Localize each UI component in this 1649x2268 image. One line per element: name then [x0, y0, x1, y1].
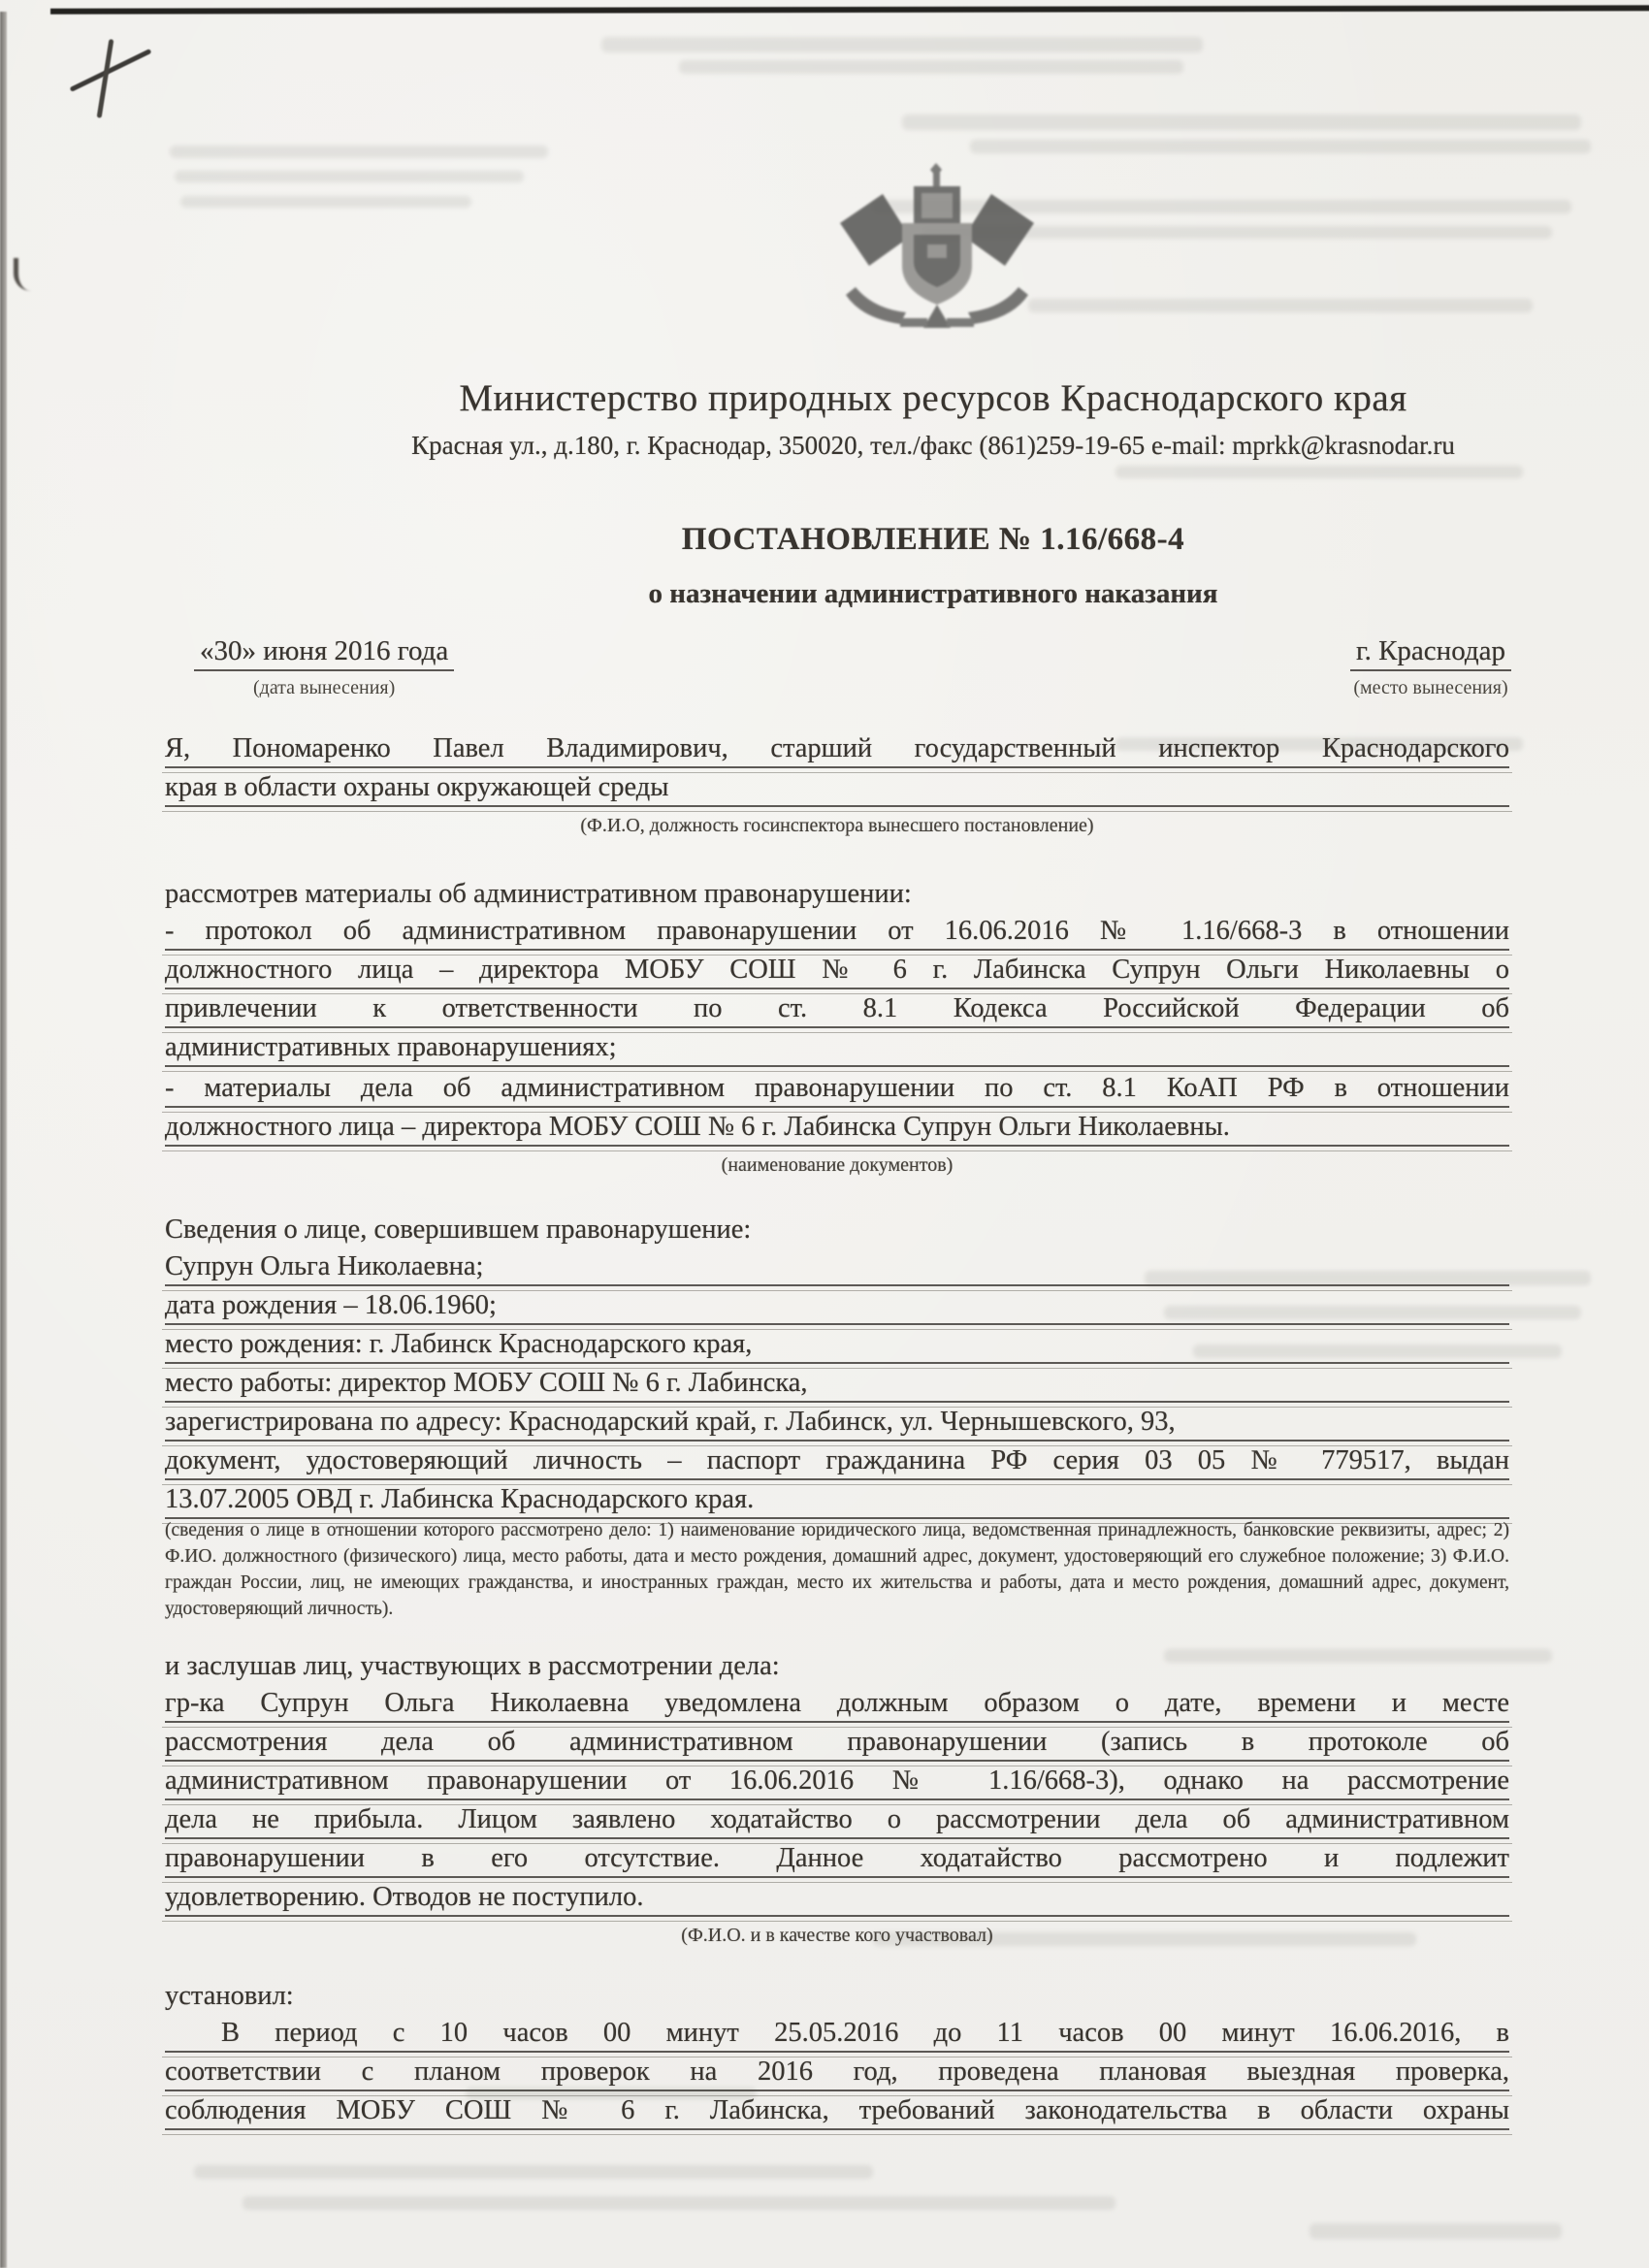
person-line: место рождения: г. Лабинск Краснодарского края, [165, 1325, 1509, 1364]
bleedthrough-artifact [679, 60, 1183, 74]
heard-caption: (Ф.И.О. и в качестве кого участвовал) [681, 1925, 993, 1946]
person-line: место работы: директор МОБУ СОШ № 6 г. Лабинска, [165, 1364, 1509, 1403]
person-line: документ, удостоверяющий личность – паспорт гражданина РФ серия 03 05 № 779517, выдан [165, 1442, 1509, 1480]
bleedthrough-artifact [180, 196, 471, 208]
scan-edge-curl [14, 258, 32, 291]
issue-date-block [194, 635, 454, 699]
bleedthrough-artifact [902, 114, 1581, 130]
bleedthrough-artifact [1116, 466, 1523, 478]
bleedthrough-artifact [1310, 2223, 1562, 2239]
person-line: дата рождения – 18.06.1960; [165, 1286, 1509, 1325]
person-footnote: (сведения о лице в отношении которого рассмотрено дело: 1) наименование юридического лица, ведомственная принадлежность, банковские реквизиты, адрес; 2) Ф.ИО. должностного (физического) лица, место работы, дата и место рождения, домашний адрес, документ, удостоверяющий его служебное положение; 3) Ф.И.О. граждан России, лиц, не имеющих гражданства, и иностранных граждан, место их жительства и работы, дата и место рождения, домашний адрес, документ, удостоверяющий личность). [165, 1520, 1509, 1619]
heard-intro: и заслушав лиц, участвующих в рассмотрении дела: [165, 1651, 780, 1681]
materials-line: - материалы дела об административном правонарушении по ст. 8.1 КоАП РФ в отношении [165, 1069, 1509, 1108]
established-line: В период с 10 часов 00 минут 25.05.2016 до 11 часов 00 минут 16.06.2016, в [165, 2014, 1509, 2053]
issue-place-block [1350, 635, 1511, 699]
document-subtitle: о назначении административного наказания [648, 578, 1218, 609]
ministry-name: Министерство природных ресурсов Краснодарского края [459, 377, 1407, 419]
staple-mark [64, 31, 151, 118]
issue-date-caption: (дата вынесения) [252, 677, 396, 698]
document-title: ПОСТАНОВЛЕНИЕ № 1.16/668-4 [681, 522, 1185, 557]
inspector-caption: (Ф.И.О, должность госинспектора вынесшего постановление) [580, 815, 1094, 836]
bleedthrough-artifact [970, 140, 1591, 153]
established-line: соответствии с планом проверок на 2016 год, проведена плановая выездная проверка, [165, 2053, 1509, 2091]
bleedthrough-artifact [170, 146, 548, 158]
established-line: соблюдения МОБУ СОШ № 6 г. Лабинска, требований законодательства в области охраны [165, 2091, 1509, 2130]
issue-place: г. Краснодар [1350, 635, 1511, 671]
considered-intro: рассмотрев материалы об административном правонарушении: [165, 879, 912, 909]
inspector-line: Я, Пономаренко Павел Владимирович, старший государственный инспектор Краснодарского [165, 729, 1509, 768]
heard-line: рассмотрения дела об административном правонарушении (запись в протоколе об [165, 1723, 1509, 1762]
protocol-line: привлечении к ответственности по ст. 8.1 Кодекса Российской Федерации об [165, 989, 1509, 1028]
person-line: Супрун Ольга Николаевна; [165, 1247, 1509, 1286]
heard-line: удовлетворению. Отводов не поступило. [165, 1878, 1509, 1917]
established-intro: установил: [165, 1981, 294, 2011]
inspector-line: края в области охраны окружающей среды [165, 768, 1509, 807]
heard-line: административном правонарушении от 16.06.2016 № 1.16/668-3), однако на рассмотрение [165, 1762, 1509, 1800]
documents-caption: (наименование документов) [721, 1154, 954, 1176]
bleedthrough-artifact [194, 2165, 873, 2179]
bleedthrough-artifact [242, 2196, 1116, 2210]
bleedthrough-artifact [175, 171, 524, 182]
person-line: 13.07.2005 ОВД г. Лабинска Краснодарского края. [165, 1480, 1509, 1519]
protocol-line: - протокол об административном правонарушении от 16.06.2016 № 1.16/668-3 в отношении [165, 912, 1509, 951]
heard-line: дела не прибыла. Лицом заявлено ходатайство о рассмотрении дела об административном [165, 1800, 1509, 1839]
materials-line: должностного лица – директора МОБУ СОШ № 6 г. Лабинска Супрун Ольги Николаевны. [165, 1108, 1509, 1147]
scan-edge-top [50, 5, 1649, 14]
issue-place-caption: (место вынесения) [1353, 677, 1508, 698]
issuance-row [194, 635, 1511, 699]
person-intro: Сведения о лице, совершившем правонарушение: [165, 1215, 752, 1245]
document-body [165, 729, 1509, 2130]
heard-line: гр-ка Супрун Ольга Николаевна уведомлена должным образом о дате, времени и месте [165, 1684, 1509, 1723]
protocol-line: административных правонарушениях; [165, 1028, 1509, 1067]
scan-edge-left [0, 12, 7, 2268]
coat-of-arms-icon [826, 163, 1048, 334]
issue-date: «30» июня 2016 года [194, 635, 454, 671]
heard-line: правонарушении в его отсутствие. Данное ходатайство рассмотрено и подлежит [165, 1839, 1509, 1878]
bleedthrough-artifact [601, 37, 1203, 52]
person-line: зарегистрирована по адресу: Краснодарский край, г. Лабинск, ул. Чернышевского, 93, [165, 1403, 1509, 1442]
bleedthrough-artifact [1028, 299, 1533, 312]
staple-leg [97, 39, 114, 118]
ministry-address: Красная ул., д.180, г. Краснодар, 350020, тел./факс (861)259-19-65 e-mail: mprkk@krasnodar.ru [411, 431, 1455, 460]
protocol-line: должностного лица – директора МОБУ СОШ № 6 г. Лабинска Супрун Ольги Николаевны о [165, 951, 1509, 989]
